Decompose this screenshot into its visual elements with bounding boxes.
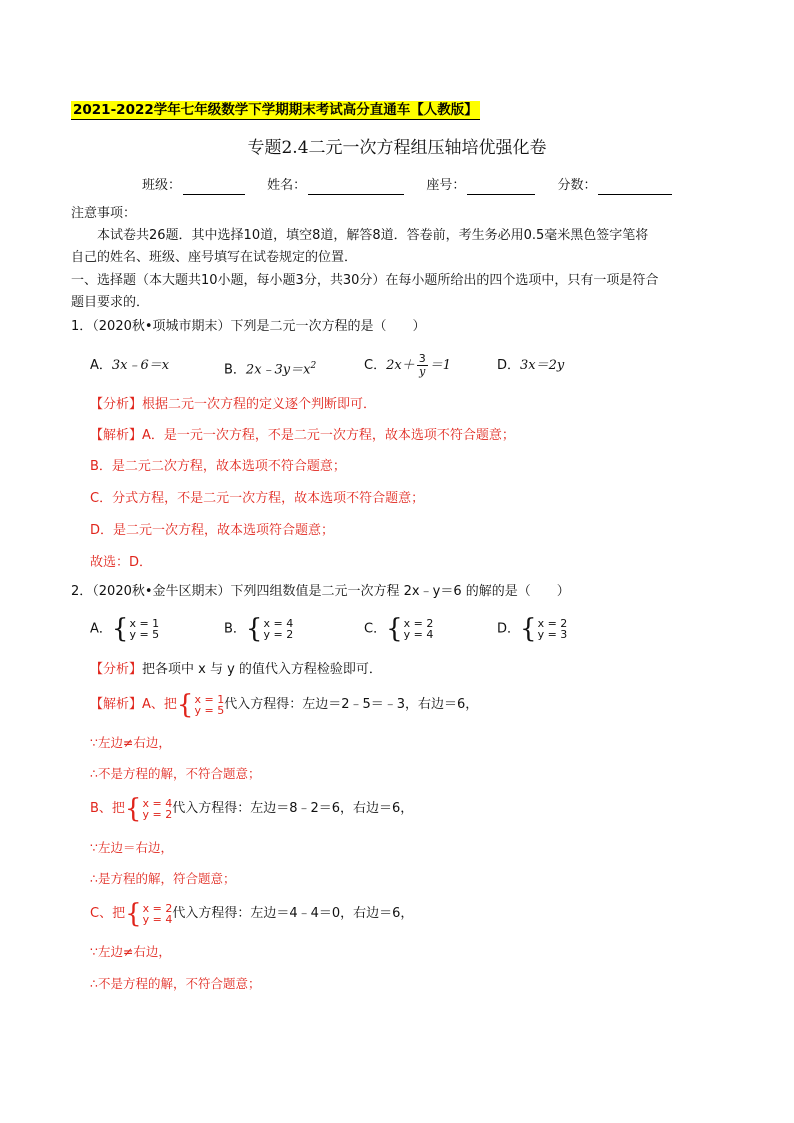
- system-x: x = 2: [403, 617, 434, 630]
- q1-option-b-exponent: 2: [310, 361, 317, 371]
- q2-analysis: [90, 661, 382, 679]
- section-heading-line-1: 一、选择题（本大题共10小题，每小题3分，共30分）在每小题所给出的四个选项中，只有一项是符合: [71, 273, 659, 288]
- q2-solution-c-system: [125, 898, 173, 929]
- analysis-tag: 【分析】: [90, 662, 143, 677]
- system-x: x = 1: [129, 617, 160, 630]
- q2-solution-c-pre: C、把: [90, 906, 126, 921]
- q2-solution-a-system: [176, 689, 225, 720]
- q2-option-a-system: [112, 616, 159, 642]
- system-x: x = 1: [194, 692, 225, 706]
- q1-option-a-label: A．: [90, 358, 112, 373]
- q2-option-d-label: D．: [497, 621, 521, 637]
- q2-option-c-system: [386, 616, 433, 642]
- q1-option-c-label: C．: [364, 358, 387, 373]
- q2-solution-c-reason-1: ∵左边≠右边，: [90, 944, 171, 959]
- notice-line-1: 本试卷共26题．其中选择10道，填空8道，解答8道．答卷前，考生务必用0.5毫米黑色签字笔将: [97, 228, 649, 243]
- q1-option-b-label: B．: [224, 362, 246, 378]
- seat-blank[interactable]: [467, 180, 535, 195]
- section-heading-line-2: 题目要求的．: [71, 295, 150, 310]
- q2-option-c: [364, 616, 433, 642]
- q2-solution-b-system: [124, 793, 173, 824]
- q1-option-c: [364, 349, 451, 383]
- brace-icon: {: [176, 689, 194, 720]
- q2-solution-a-reason-1: ∵左边≠右边，: [90, 735, 171, 750]
- analysis-tag: 【分析】: [90, 397, 143, 412]
- q2-option-b-label: B．: [224, 621, 246, 637]
- score-label: 分数：: [557, 178, 597, 193]
- q2-option-c-label: C．: [364, 621, 387, 637]
- q1-option-b: [224, 357, 316, 379]
- q1-solution-line-1: [90, 427, 515, 445]
- brace-icon: {: [111, 614, 129, 644]
- q1-option-c-fraction: [417, 353, 428, 378]
- notice-heading: 注意事项：: [71, 206, 137, 221]
- name-field[interactable]: [267, 177, 404, 195]
- class-label: 班级：: [142, 178, 182, 193]
- q1-solution-text-1: A．是一元一次方程，不是二元一次方程，故本选项不符合题意；: [142, 428, 515, 443]
- q2-solution-a-reason-2: ∴不是方程的解，不符合题意；: [90, 766, 261, 781]
- q1-option-a-text: 3x﹣6＝x: [111, 358, 170, 373]
- system-y: y = 4: [403, 628, 434, 641]
- q2-solution-c: [90, 899, 413, 929]
- class-blank[interactable]: [183, 180, 245, 195]
- fraction-numerator: 3: [418, 352, 426, 365]
- q2-analysis-text: 把各项中 x 与 y 的值代入方程检验即可．: [142, 662, 382, 677]
- score-blank[interactable]: [598, 180, 672, 195]
- q1-solution-line-4: D．是二元一次方程，故本选项符合题意；: [90, 523, 335, 538]
- solution-tag: 【解析】: [90, 697, 143, 712]
- q2-option-d-system: [520, 616, 567, 642]
- q2-solution-b-reason-2: ∴是方程的解，符合题意；: [90, 871, 236, 886]
- q2-solution-b-reason-1: ∵左边＝右边，: [90, 840, 173, 855]
- q1-analysis: [90, 396, 376, 414]
- brace-icon: {: [124, 793, 142, 824]
- series-banner: 2021-2022学年七年级数学下学期期末考试高分直通车【人教版】: [73, 102, 478, 118]
- system-y: y = 4: [142, 912, 173, 926]
- page-title: 专题2.4二元一次方程组压轴培优强化卷: [247, 138, 547, 158]
- q1-option-d-label: D．: [497, 358, 521, 373]
- system-x: x = 2: [142, 901, 173, 915]
- q2-solution-a: [90, 690, 478, 720]
- name-label: 姓名：: [267, 178, 307, 193]
- student-info-line: [142, 177, 690, 195]
- seat-field[interactable]: [426, 177, 535, 195]
- q1-solution-line-3: C．分式方程，不是二元一次方程，故本选项不符合题意；: [90, 491, 425, 506]
- q1-answer: 故选：D．: [90, 555, 153, 570]
- q1-stem: 1．（2020秋•项城市期末）下列是二元一次方程的是（ ）: [71, 319, 426, 334]
- q2-solution-a-pre: A、把: [142, 697, 177, 712]
- q2-option-b-system: [246, 616, 293, 642]
- q1-solution-line-2: B．是二元二次方程，故本选项不符合题意；: [90, 459, 346, 474]
- q1-option-d-text: 3x＝2y: [520, 358, 565, 373]
- fraction-denominator: y: [419, 365, 426, 378]
- system-y: y = 5: [129, 628, 160, 641]
- q1-option-c-post: ＝1: [429, 358, 451, 373]
- q1-analysis-text: 根据二元一次方程的定义逐个判断即可．: [142, 397, 377, 412]
- seat-label: 座号：: [426, 178, 466, 193]
- system-x: x = 2: [537, 617, 568, 630]
- solution-tag: 【解析】: [90, 428, 143, 443]
- brace-icon: {: [386, 614, 403, 644]
- q2-solution-b: [90, 794, 413, 824]
- q1-option-d: [497, 357, 564, 375]
- q2-option-a: [90, 616, 159, 642]
- class-field[interactable]: [142, 177, 245, 195]
- system-y: y = 2: [142, 807, 173, 821]
- brace-icon: {: [245, 614, 263, 644]
- q1-option-c-pre: 2x＋: [386, 358, 415, 373]
- q2-solution-b-pre: B、把: [90, 801, 125, 816]
- score-field[interactable]: [557, 177, 672, 195]
- q1-option-a: [90, 357, 169, 375]
- q2-solution-b-post: 代入方程得：左边＝8﹣2＝6，右边＝6，: [172, 801, 414, 816]
- system-x: x = 4: [263, 617, 294, 630]
- notice-line-2: 自己的姓名、班级、座号填写在试卷规定的位置．: [71, 250, 358, 265]
- q2-option-b: [224, 616, 293, 642]
- q2-solution-c-reason-2: ∴不是方程的解，不符合题意；: [90, 976, 261, 991]
- q1-option-b-text: 2x﹣3y＝x: [245, 362, 311, 378]
- q2-solution-a-post: 代入方程得：左边＝2﹣5＝﹣3，右边＝6，: [224, 697, 479, 712]
- brace-icon: {: [125, 898, 142, 929]
- q2-option-d: [497, 616, 567, 642]
- system-x: x = 4: [142, 796, 173, 810]
- name-blank[interactable]: [308, 180, 404, 195]
- q2-stem: 2．（2020秋•金牛区期末）下列四组数值是二元一次方程 2x﹣y＝6 的解的是（ ）: [71, 584, 570, 599]
- system-y: y = 5: [194, 703, 225, 717]
- system-y: y = 2: [263, 628, 294, 641]
- q2-solution-c-post: 代入方程得：左边＝4﹣4＝0，右边＝6，: [172, 906, 414, 921]
- brace-icon: {: [520, 614, 537, 644]
- system-y: y = 3: [537, 628, 568, 641]
- q2-option-a-label: A．: [90, 621, 112, 637]
